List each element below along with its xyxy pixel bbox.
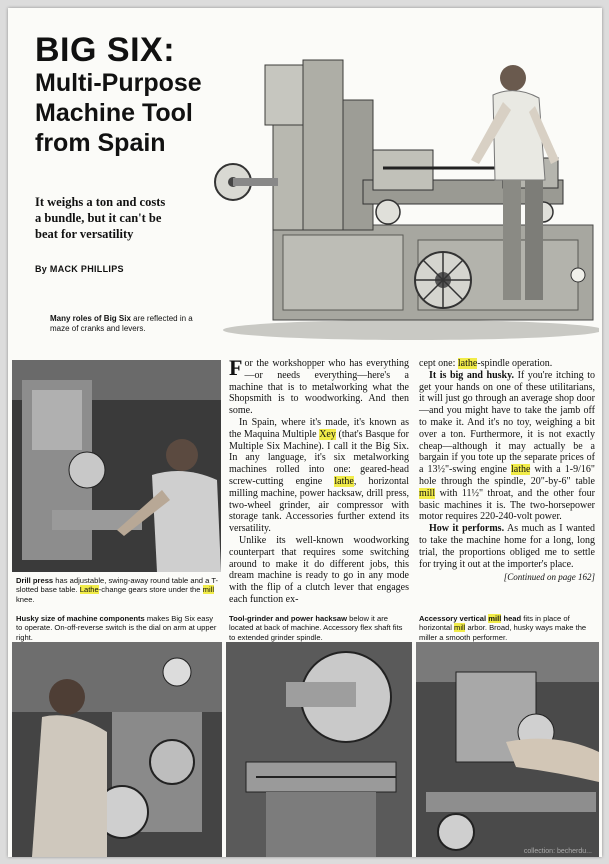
col2-p3: As much as I wanted to take the machine home for a long, long trial, the proportions obliged me to settle for trying it out at the importer's place.	[419, 523, 595, 570]
photo-vertical-mill	[416, 642, 599, 857]
title-line-2: Multi-Purpose Machine Tool from Spain	[35, 69, 202, 157]
caption-husky	[16, 614, 221, 642]
col1-p2-b: (that's Basque for Multiple Six Machine). I call it the Big Six. In any language, it's six metalworking machines rolled into one: geared-head screw-cutting engine	[229, 428, 409, 487]
caption-vmill-hl: mill	[488, 614, 502, 623]
col1-paragraph-3: Unlike its well-known woodworking counterpart that requires some switching around to make it do different jobs, this dream machine is ready to go in any mode with the flip of a clutch lever that engages each function ex-	[229, 534, 409, 605]
caption-husky-lead: Husky size of machine components	[16, 614, 145, 623]
caption-drill-press	[16, 576, 221, 604]
subhead-big-husky: It is big and husky.	[429, 369, 515, 381]
col2-hl-mill: mill	[419, 487, 436, 499]
caption-vmill-lead: Accessory vertical	[419, 614, 489, 623]
subhead-how-it-performs: How it performs.	[429, 523, 505, 535]
watermark: collection: becherdu...	[523, 848, 592, 855]
caption-husky-text: makes Big Six easy to operate. On-off-reverse switch is the dial on arm at upper right.	[16, 614, 217, 642]
drop-cap: F	[229, 355, 243, 380]
caption-drill-text-a: has adjustable, swing-away round table and a T-slotted base table.	[16, 576, 219, 595]
caption-drill-hl-mill: mill	[202, 585, 215, 595]
caption-vmill-text: fits in place of horizontal	[419, 614, 570, 633]
col1-hl-lathe: lathe	[334, 475, 354, 487]
caption-vertical-mill	[419, 614, 597, 642]
caption-grinder-text: below it are located at back of machine. Accessory flex shaft fits to extended grinder spindle.	[229, 614, 403, 642]
caption-vmill-hl-2: mill	[454, 623, 466, 633]
hero-photo-machine	[203, 40, 599, 340]
col1-p2-a: In Spain, where it's made, it's known as the Maquina Multiple	[229, 416, 409, 440]
col2-hl-lathe: lathe	[457, 358, 478, 369]
article-column-1	[229, 355, 409, 606]
hero-caption	[50, 314, 210, 334]
title-line-1: BIG SIX:	[35, 31, 176, 69]
continued-link[interactable]: [Continued on page 162]	[503, 572, 595, 583]
photo-grinder-hacksaw	[226, 642, 412, 857]
caption-vmill-lead-2: head	[501, 614, 522, 623]
col1-paragraph-1: or the workshopper who has everything—or needs everything—here's a machine that is to metalworking what the Shopsmith is to woodworking. And then some.	[229, 358, 409, 417]
col1-hl-xey: Xey	[319, 428, 336, 440]
article-title	[35, 32, 225, 158]
caption-drill-hl-lathe: Lathe	[79, 585, 99, 595]
col2-p2-c: with 11½" throat, and the other four basic machines it is. The two-horsepower motor requires 220-240-volt power.	[419, 487, 595, 523]
byline: By MACK PHILLIPS	[35, 264, 124, 274]
magazine-page	[8, 8, 602, 857]
article-column-2	[419, 358, 595, 584]
col2-p1-b: -spindle operation.	[477, 358, 553, 369]
col2-hl-lathe-2: lathe	[511, 464, 531, 476]
caption-drill-lead: Drill press	[16, 576, 54, 585]
caption-drill-text-c: knee.	[16, 594, 35, 604]
col2-p2-a: If you're itching to get your hands on one of these utilitarians, it will just go through an average shop door—and you might have to take the jamb off to make it. And it's no toy, weighing a bit over a ton. Furthermore, it is not exactly cheap—although it may actually be a bargain if you tote up the separate prices of a 13½"-swing engine	[419, 369, 595, 476]
caption-grinder	[229, 614, 409, 642]
hero-caption-text: are reflected in a maze of cranks and levers.	[50, 314, 193, 333]
hero-caption-lead: Many roles of Big Six	[50, 314, 131, 323]
photo-husky-components	[12, 642, 222, 857]
col2-p1-a: cept one:	[419, 358, 458, 369]
photo-drill-press	[12, 360, 221, 572]
article-deck: It weighs a ton and costs a bundle, but it can't be beat for versatility	[35, 195, 166, 241]
col1-p2-c: , horizontal milling machine, power hacksaw, drill press, two-wheel grinder, air compressor with storage tank. Accessories further extend its versatility.	[229, 475, 409, 535]
caption-vmill-text-2: arbor. Broad, husky ways make the miller a smooth performer.	[419, 623, 587, 642]
caption-grinder-lead: Tool-grinder and power hacksaw	[229, 614, 348, 623]
caption-drill-text-b: -change gears store under the	[98, 585, 203, 595]
col2-p2-b: with a 1-9/16" hole through the spindle, 20"-by-6" table	[419, 464, 595, 487]
